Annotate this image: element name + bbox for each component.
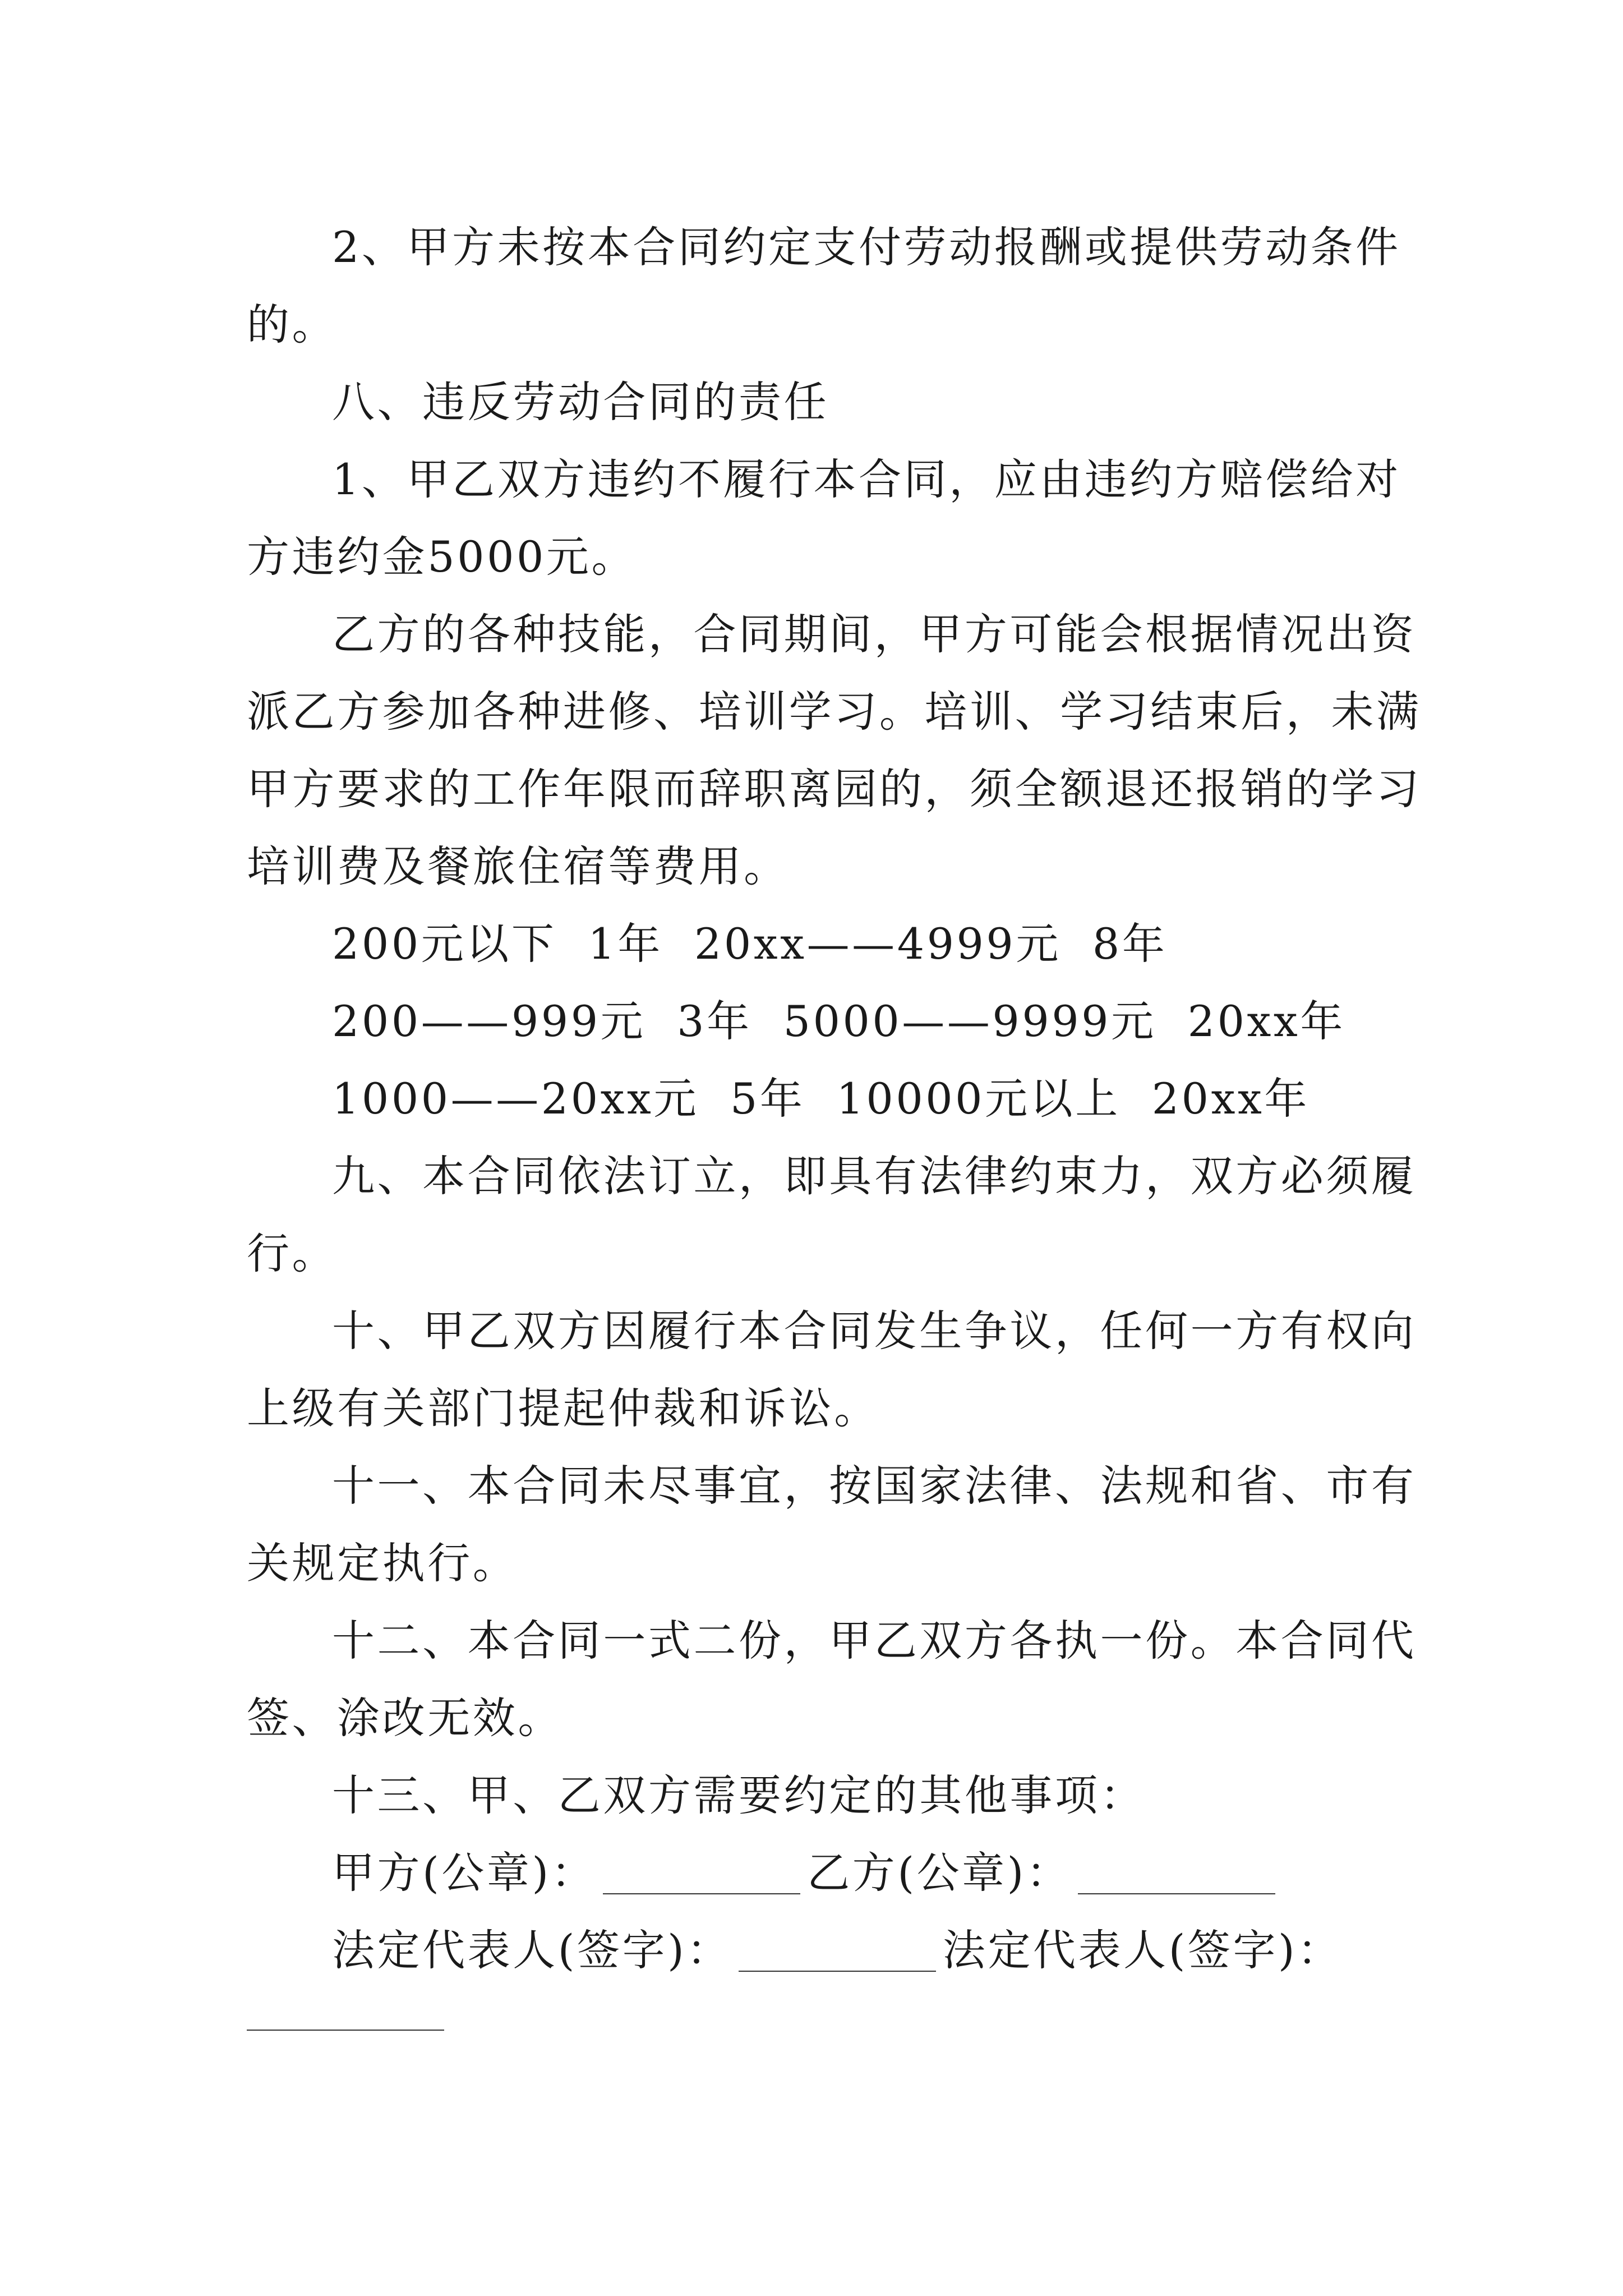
fee-row-1 [247,905,1391,983]
party-b-rep-blank [247,2030,444,2031]
clause-9-line-1: 九、本合同依法订立，即具有法律约束力，双方必须履 [332,1151,1417,1201]
fee-amount: 5000——9999元 [783,996,1156,1046]
training-paragraph-line-3: 甲方要求的工作年限而辞职离园的，须全额退还报销的学习 [247,764,1422,814]
clause-11-line-2: 关规定执行。 [247,1538,518,1588]
clause-11-line-1: 十一、本合同未尽事宜，按国家法律、法规和省、市有 [332,1461,1417,1511]
fee-amount: 200元以下 [332,919,557,969]
party-b-seal-label: 乙方(公章)： [807,1848,1072,1898]
fee-row-3 [247,1060,1391,1138]
clause-12-line-1: 十二、本合同一式二份，甲乙双方各执一份。本合同代 [332,1616,1417,1665]
clause-13: 十三、甲、乙双方需要约定的其他事项： [332,1770,1146,1820]
service-years: 8年 [1092,919,1168,969]
service-years: 20xx年 [1151,1074,1310,1124]
clause-7-2-line-1: 2、甲方未按本合同约定支付劳动报酬或提供劳动条件 [332,222,1401,272]
service-years: 5年 [730,1074,805,1124]
clause-12-line-2: 签、涂改无效。 [247,1693,563,1743]
fee-amount: 20xx——4999元 [694,919,1061,969]
fee-amount: 200——999元 [332,996,646,1046]
party-a-rep-label: 法定代表人(签字)： [332,1925,732,1975]
clause-10-line-1: 十、甲乙双方因履行本合同发生争议，任何一方有权向 [332,1306,1417,1356]
service-years: 3年 [677,996,752,1046]
service-years: 20xx年 [1187,996,1345,1046]
representative-line [247,1912,1391,1989]
clause-8-1-line-1: 1、甲乙双方违约不履行本合同，应由违约方赔偿给对 [332,454,1401,504]
party-a-seal-blank [603,1891,800,1894]
training-paragraph-line-2: 派乙方参加各种进修、培训学习。培训、学习结束后，未满 [247,687,1422,737]
party-b-seal-blank [1078,1891,1275,1894]
fee-amount: 10000元以上 [836,1074,1121,1124]
seal-line [247,1834,1391,1912]
document-body [247,209,1422,1989]
training-paragraph-line-1: 乙方的各种技能，合同期间，甲方可能会根据情况出资 [332,609,1417,659]
party-b-rep-label: 法定代表人(签字)： [942,1925,1343,1975]
clause-10-line-2: 上级有关部门提起仲裁和诉讼。 [247,1383,879,1433]
fee-amount: 1000——20xx元 [332,1074,699,1124]
clause-8-1-line-2: 方违约金5000元。 [247,532,637,582]
section-8-heading: 八、违反劳动合同的责任 [332,377,829,427]
clause-7-2-line-2: 的。 [247,300,338,349]
party-a-seal-label: 甲方(公章)： [332,1848,597,1898]
fee-row-2 [247,983,1391,1060]
clause-9-line-2: 行。 [247,1228,338,1278]
training-paragraph-line-4: 培训费及餐旅住宿等费用。 [247,841,789,891]
party-a-rep-blank [739,1968,936,1972]
service-years: 1年 [588,919,663,969]
